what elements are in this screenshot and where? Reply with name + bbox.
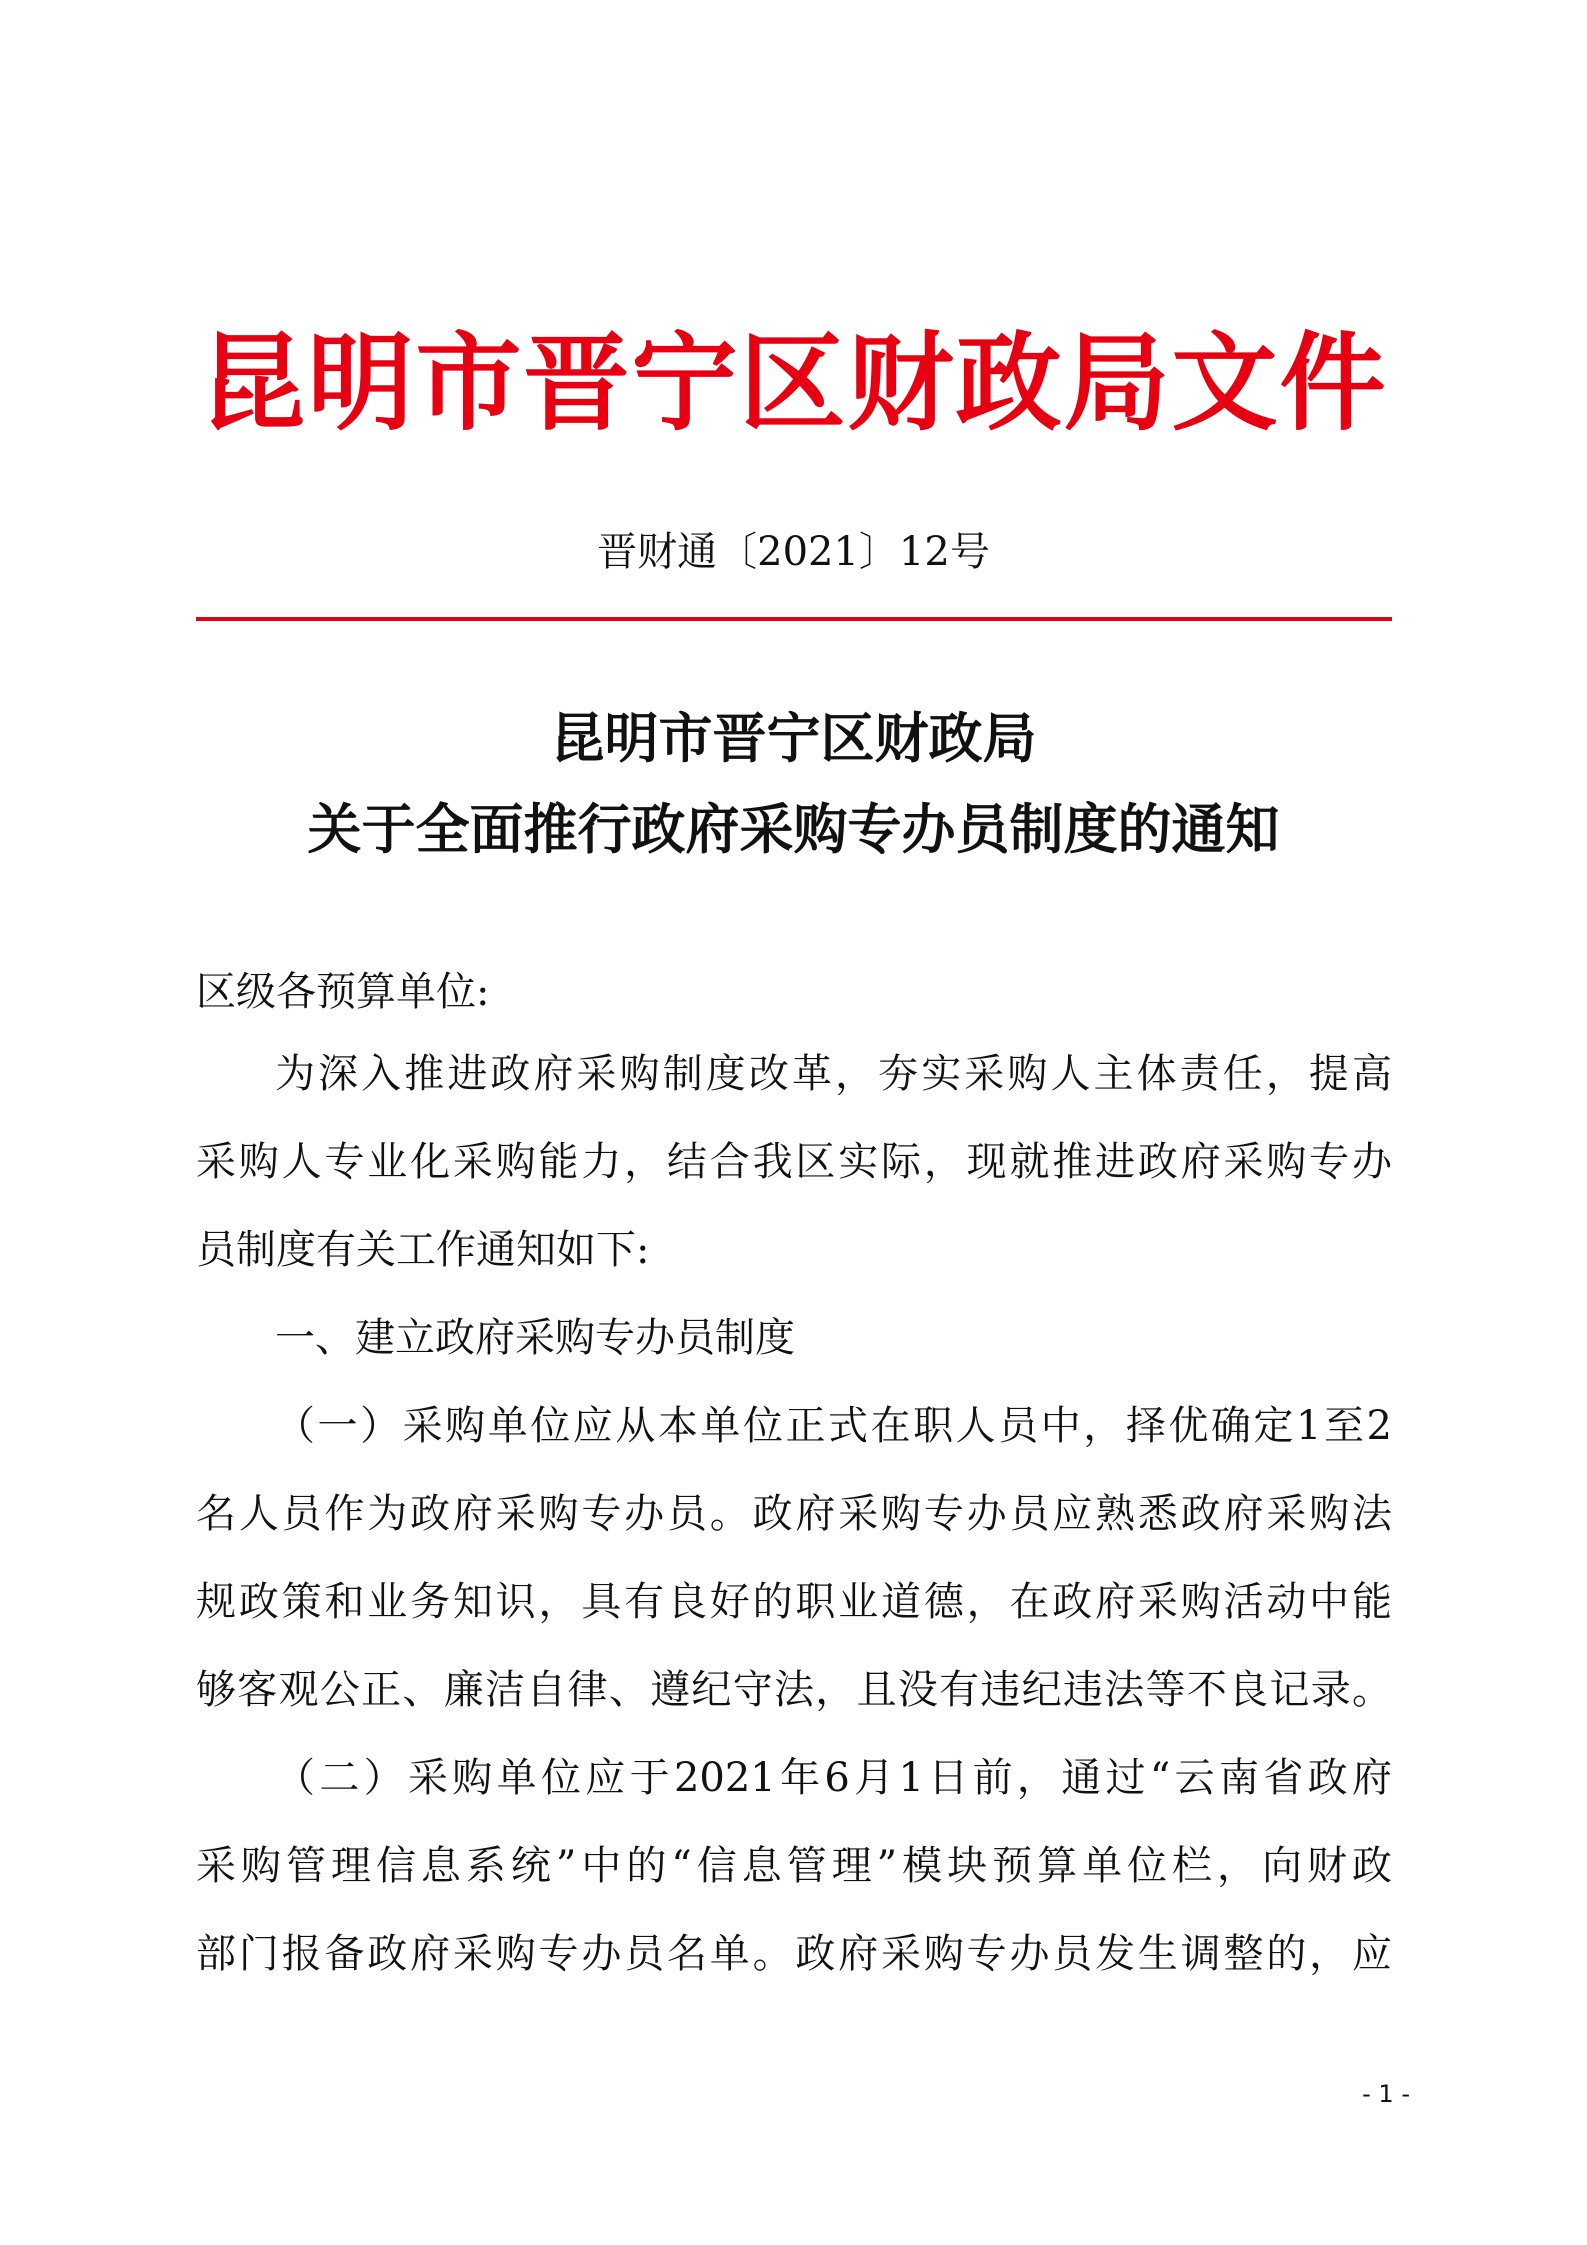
paragraph-line: 部门报备政府采购专办员名单。政府采购专办员发生调整的，应: [196, 1931, 1392, 1977]
notice-title-line-2: 关于全面推行政府采购专办员制度的通知: [307, 797, 1280, 861]
section-heading: 一、建立政府采购专办员制度: [275, 1315, 795, 1361]
document-number: 晋财通〔2021〕12号: [597, 529, 990, 575]
page-number: - 1 -: [1362, 2080, 1410, 2108]
intro-line: 采购人专业化采购能力，结合我区实际，现就推进政府采购专办: [196, 1139, 1392, 1185]
notice-title-line-1: 昆明市晋宁区财政局: [550, 706, 1037, 770]
paragraph-line: （一）采购单位应从本单位正式在职人员中，择优确定1至2: [275, 1403, 1392, 1449]
masthead-title: 昆明市晋宁区财政局文件: [199, 320, 1388, 445]
intro-line: 员制度有关工作通知如下:: [196, 1227, 650, 1273]
red-divider-rule: [196, 617, 1392, 621]
salutation: 区级各预算单位:: [196, 969, 490, 1015]
paragraph-line: 规政策和业务知识，具有良好的职业道德，在政府采购活动中能: [196, 1579, 1392, 1625]
paragraph-line: 采购管理信息系统”中的“信息管理”模块预算单位栏，向财政: [196, 1843, 1392, 1889]
paragraph-line: （二）采购单位应于2021年6月1日前，通过“云南省政府: [275, 1755, 1392, 1801]
intro-line: 为深入推进政府采购制度改革，夯实采购人主体责任，提高: [275, 1051, 1392, 1097]
paragraph-line: 够客观公正、廉洁自律、遵纪守法，且没有违纪违法等不良记录。: [196, 1667, 1392, 1713]
paragraph-line: 名人员作为政府采购专办员。政府采购专办员应熟悉政府采购法: [196, 1491, 1392, 1537]
